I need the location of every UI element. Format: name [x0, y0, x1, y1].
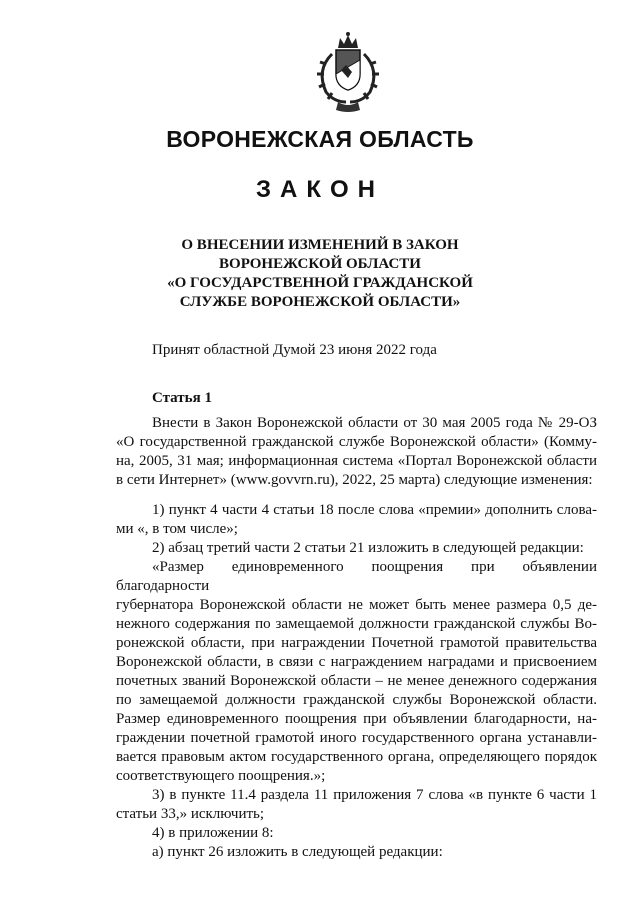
- adoption-date: Принят областной Думой 23 июня 2022 года: [152, 342, 437, 358]
- law-title-line: О ВНЕСЕНИИ ИЗМЕНЕНИЙ В ЗАКОН: [181, 237, 459, 253]
- law-title: [80, 236, 560, 312]
- body-line: 1) пункт 4 части 4 статьи 18 после слова «премии» дополнить слова-: [152, 502, 597, 518]
- body-line: соответствующего поощрения.»;: [116, 768, 326, 784]
- body-line: ми «, в том числе»;: [116, 521, 238, 537]
- body-line: по замещаемой должности гражданской службы Воронежской области.: [116, 692, 597, 708]
- body-line: губернатора Воронежской области не может быть менее размера 0,5 де-: [116, 597, 597, 613]
- voronezh-coat-of-arms-icon: [308, 30, 388, 116]
- body-line: 4) в приложении 8:: [152, 825, 274, 841]
- region-name: ВОРОНЕЖСКАЯ ОБЛАСТЬ: [166, 126, 474, 152]
- body-line: статьи 33,» исключить;: [116, 806, 265, 822]
- law-title-line: СЛУЖБЕ ВОРОНЕЖСКОЙ ОБЛАСТИ»: [179, 294, 461, 310]
- body-line: нежного содержания по замещаемой должности гражданской службы Во-: [116, 616, 597, 632]
- body-line: ронежской области, при награждении Почетной грамотой правительства: [116, 635, 597, 651]
- body-line: 3) в пункте 11.4 раздела 11 приложения 7 слова «в пункте 6 части 1: [152, 787, 597, 803]
- body-line: Размер единовременного поощрения при объявлении благодарности, на-: [116, 711, 597, 727]
- body-line: Внести в Закон Воронежской области от 30 мая 2005 года № 29-ОЗ: [152, 415, 597, 431]
- article-body: [116, 414, 597, 862]
- body-line: Воронежской области, в связи с награждением наградами и присвоением: [116, 654, 597, 670]
- body-line: в сети Интернет» (www.govvrn.ru), 2022, 25 марта) следующие изменения:: [116, 472, 593, 488]
- body-line: вается правовым актом государственного органа, определяющего порядок: [116, 749, 597, 765]
- body-line: «О государственной гражданской службе Воронежской области» (Комму-: [116, 434, 597, 450]
- body-line: а) пункт 26 изложить в следующей редакции:: [152, 844, 443, 860]
- body-line: почетных званий Воронежской области – не менее денежного содержания: [116, 673, 597, 689]
- law-title-line: «О ГОСУДАРСТВЕННОЙ ГРАЖДАНСКОЙ: [167, 275, 473, 291]
- law-title-line: ВОРОНЕЖСКОЙ ОБЛАСТИ: [219, 256, 421, 272]
- body-line: «Размер единовременного поощрения при объявлении благодарности: [116, 559, 597, 594]
- body-line: на, 2005, 31 мая; информационная система «Портал Воронежской области: [116, 453, 597, 469]
- document-type: ЗАКОН: [255, 176, 384, 203]
- body-line: граждении почетной грамотой иного государственного органа устанавли-: [116, 730, 597, 746]
- body-line: 2) абзац третий части 2 статьи 21 изложить в следующей редакции:: [152, 540, 584, 556]
- article-heading: Статья 1: [152, 390, 212, 406]
